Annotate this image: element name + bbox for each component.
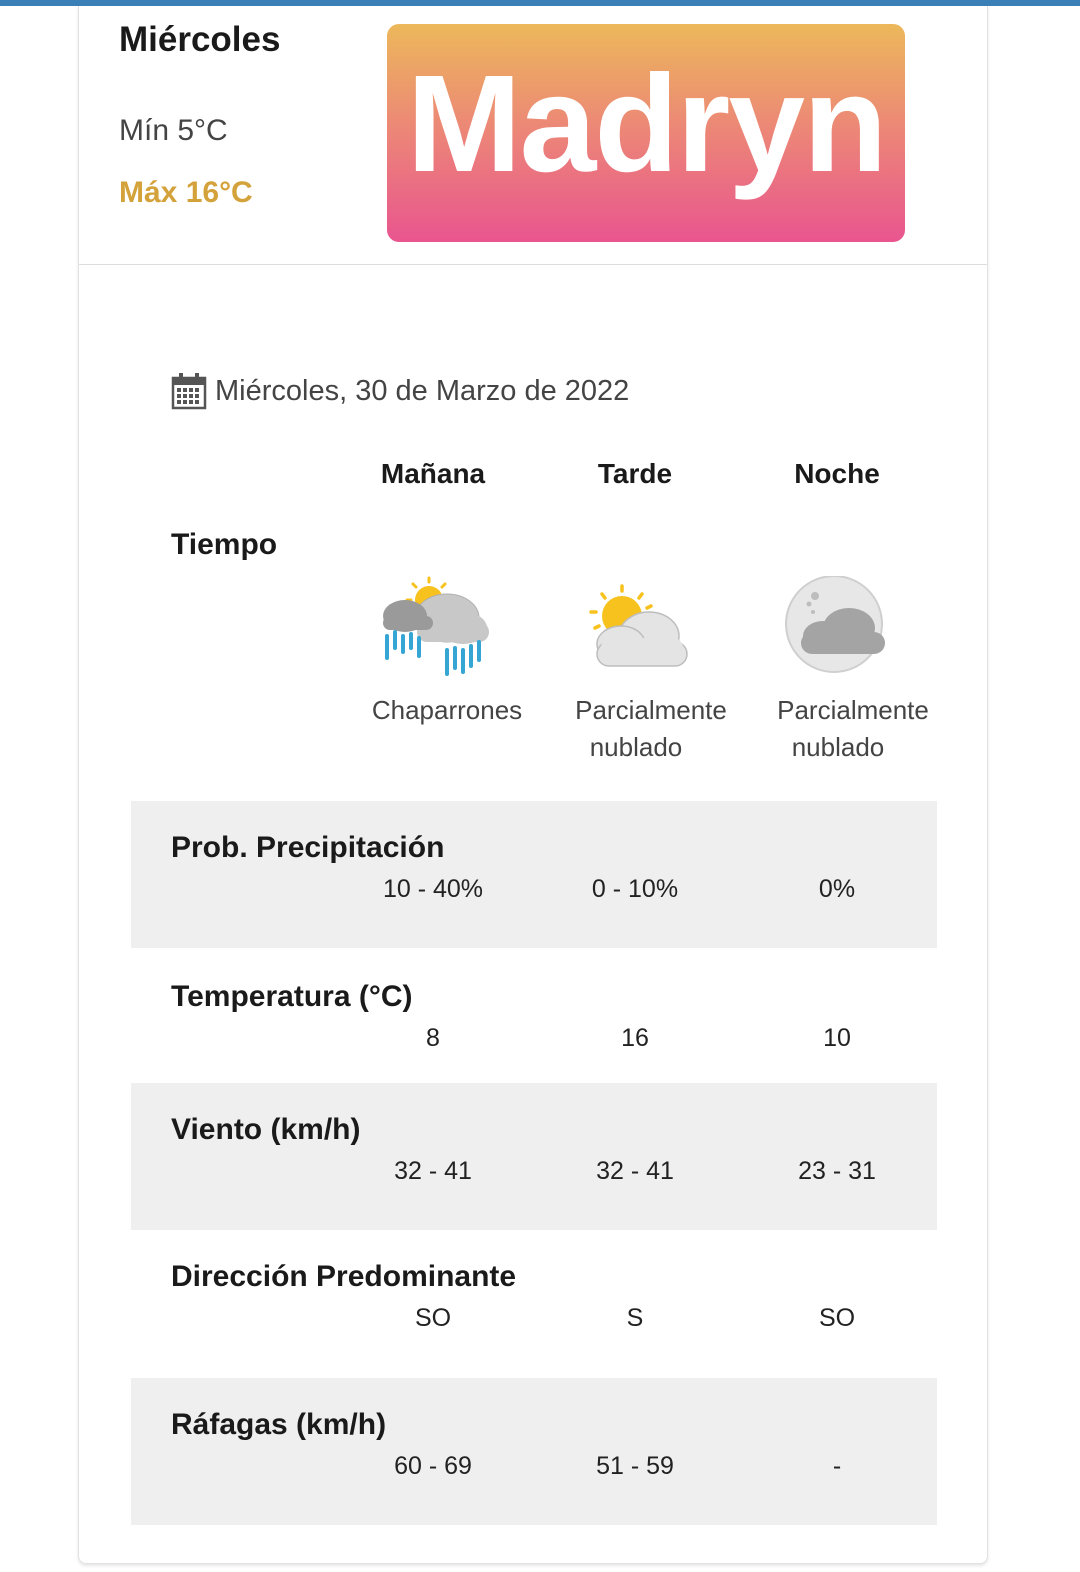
- row-wind-direction-label: Dirección Predominante: [171, 1260, 517, 1293]
- row-wind: [131, 1083, 937, 1230]
- period-afternoon: Tarde: [597, 458, 673, 489]
- gusts-afternoon: 51 - 59: [596, 1452, 674, 1480]
- day-title: Miércoles: [119, 20, 281, 59]
- period-night: Noche: [794, 458, 880, 489]
- forecast-date: [171, 372, 629, 410]
- row-wind-direction: [131, 1230, 937, 1378]
- condition-afternoon-line2: nublado: [589, 732, 683, 762]
- forecast-card: [78, 6, 988, 1564]
- condition-afternoon-line1: Parcialmente: [575, 695, 727, 725]
- precipitation-night: 0%: [818, 875, 856, 903]
- precipitation-afternoon: 0 - 10%: [591, 875, 679, 903]
- forecast-date-text: Miércoles, 30 de Marzo de 2022: [215, 374, 630, 407]
- min-temperature: Mín 5°C: [119, 114, 228, 147]
- tiempo-label: Tiempo: [171, 528, 278, 561]
- condition-night-line2: nublado: [791, 732, 885, 762]
- partly-cloudy-day-icon: [577, 576, 697, 686]
- direction-night: SO: [818, 1304, 856, 1332]
- condition-night: [753, 692, 953, 766]
- temperature-afternoon: 16: [621, 1024, 649, 1052]
- row-temperature-label: Temperatura (°C): [171, 980, 413, 1013]
- condition-morning-line1: Chaparrones: [371, 695, 523, 725]
- row-wind-label: Viento (km/h): [171, 1113, 361, 1146]
- header-divider: [79, 264, 987, 265]
- row-gusts: [131, 1378, 937, 1525]
- precipitation-morning: 10 - 40%: [382, 875, 484, 903]
- wind-night: 23 - 31: [798, 1157, 876, 1185]
- condition-afternoon: [551, 692, 751, 766]
- temperature-morning: 8: [426, 1024, 440, 1052]
- wind-morning: 32 - 41: [394, 1157, 472, 1185]
- calendar-icon: [171, 372, 207, 410]
- rain-showers-icon: [377, 576, 497, 686]
- period-morning: Mañana: [380, 458, 486, 489]
- wind-afternoon: 32 - 41: [596, 1157, 674, 1185]
- condition-morning: [347, 692, 547, 729]
- row-temperature: [131, 948, 937, 1083]
- condition-night-line1: Parcialmente: [777, 695, 929, 725]
- row-precipitation-label: Prob. Precipitación: [171, 831, 445, 864]
- row-precipitation: [131, 801, 937, 948]
- city-banner-text: Madryn: [406, 47, 886, 201]
- gusts-night: -: [832, 1452, 842, 1480]
- direction-afternoon: S: [626, 1304, 644, 1332]
- city-banner: [387, 24, 905, 242]
- partly-cloudy-night-icon: [779, 576, 899, 686]
- direction-morning: SO: [414, 1304, 452, 1332]
- max-temperature: Máx 16°C: [119, 176, 253, 209]
- gusts-morning: 60 - 69: [394, 1452, 472, 1480]
- row-gusts-label: Ráfagas (km/h): [171, 1408, 387, 1441]
- temperature-night: 10: [823, 1024, 851, 1052]
